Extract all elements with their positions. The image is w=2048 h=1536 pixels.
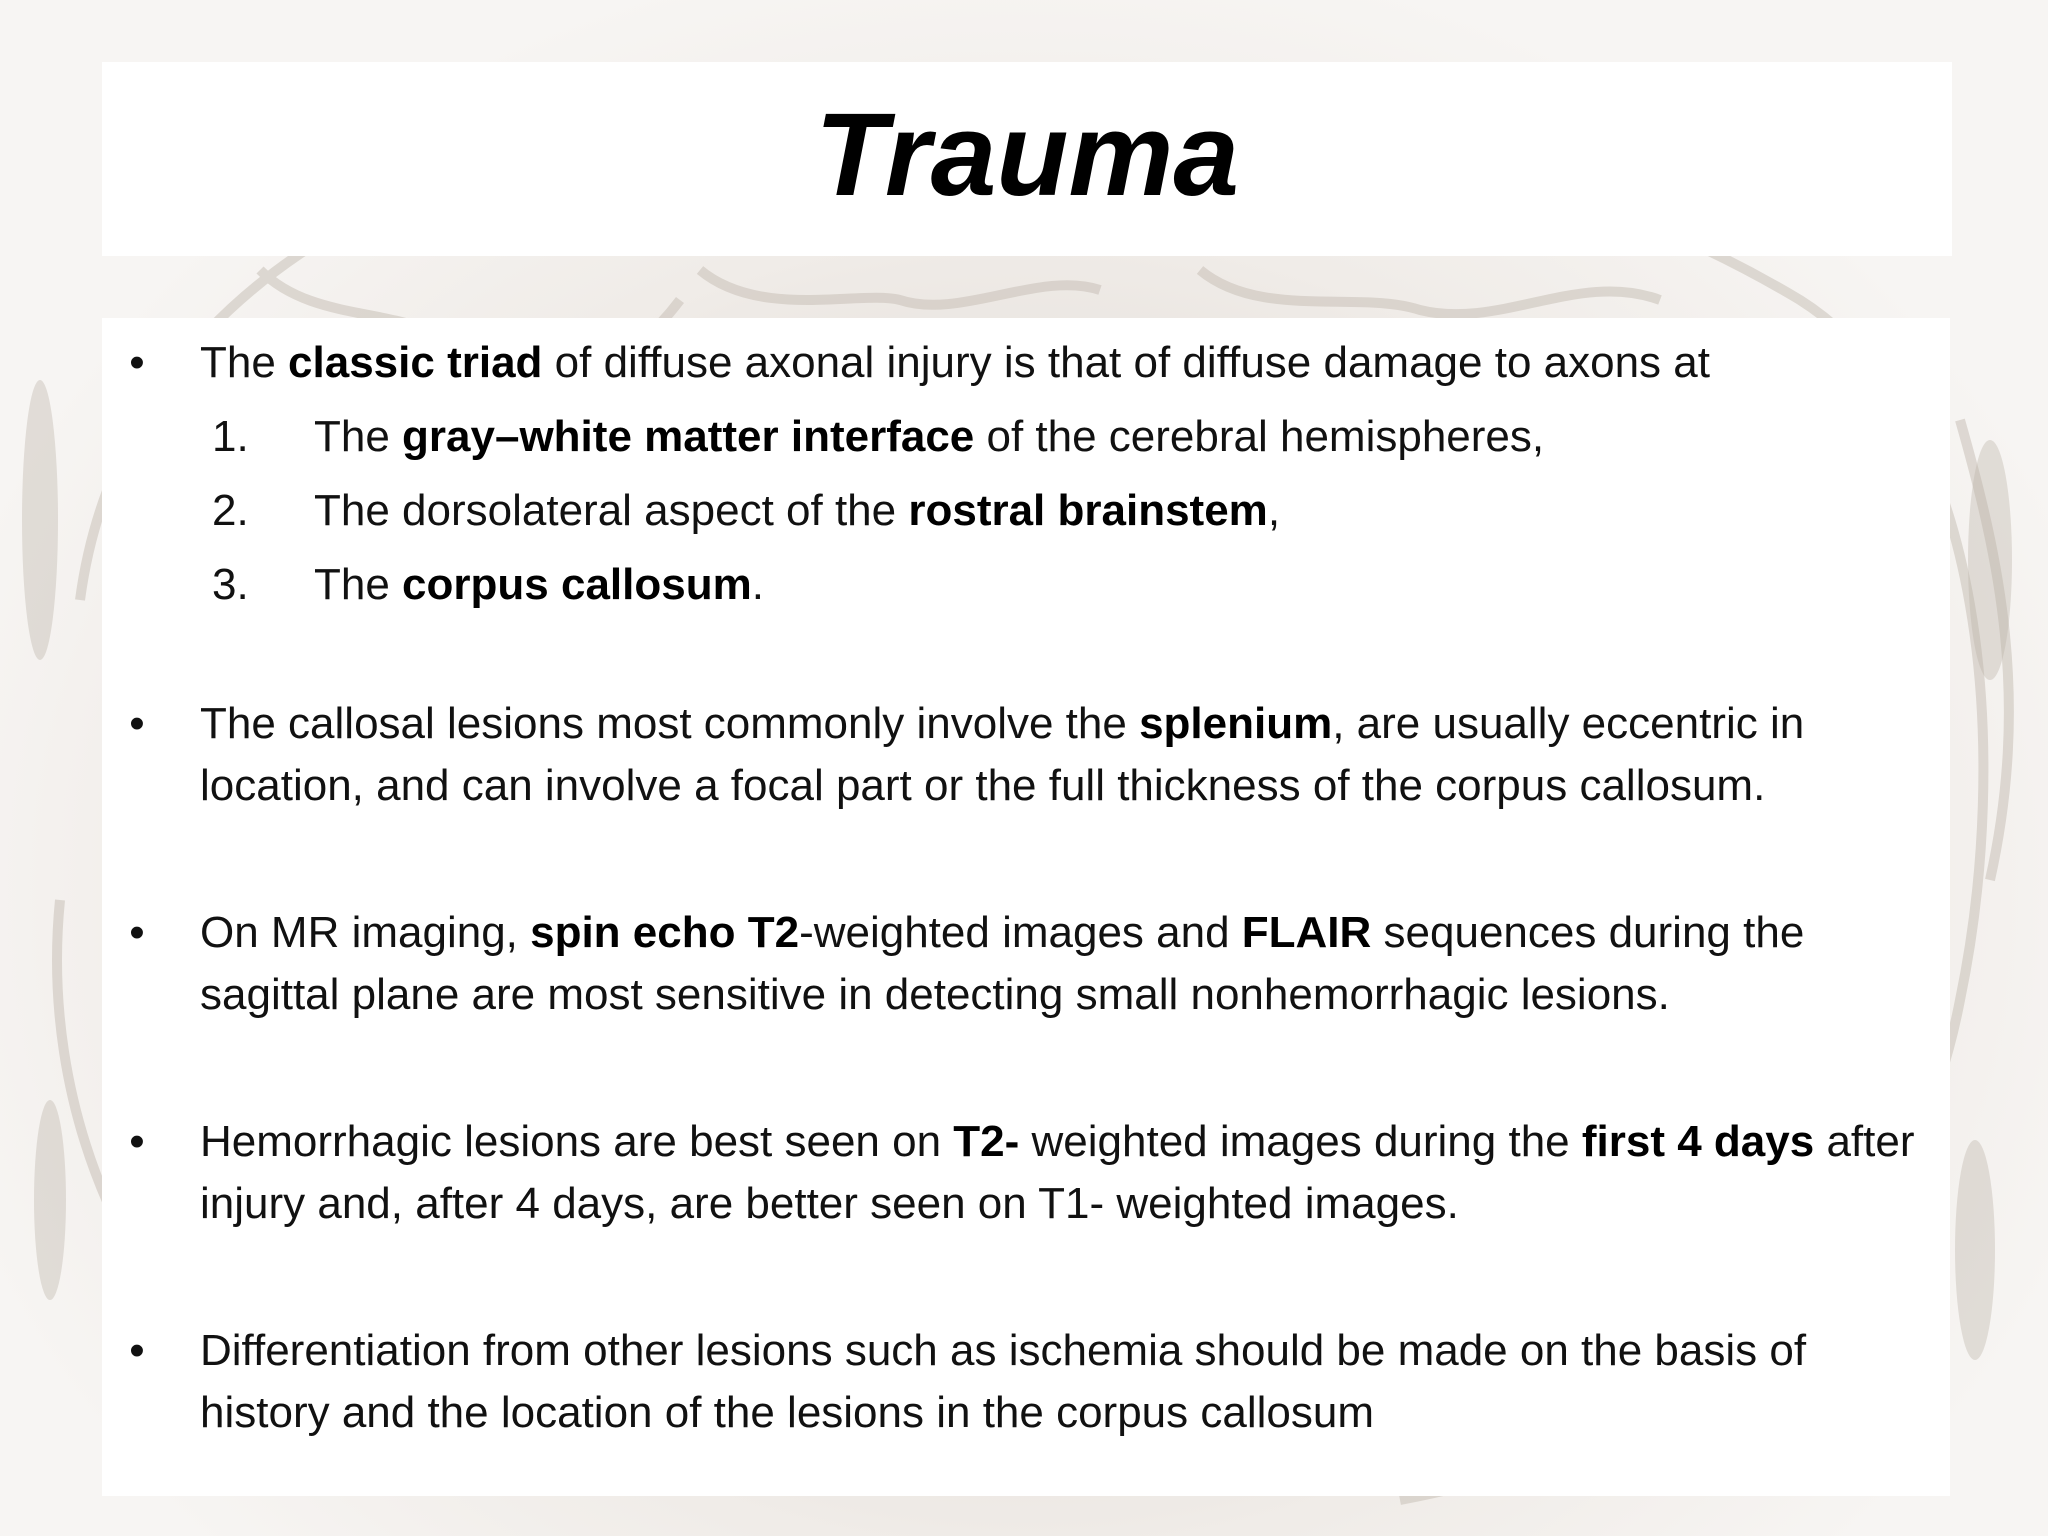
bullet-text: Hemorrhagic lesions are best seen on T2- weighted images during the first 4 days after injury and, after 4 days, are better seen on T1- weighted images. xyxy=(200,1117,1915,1228)
bullet-symbol: • xyxy=(129,338,145,387)
item-text: The corpus callosum. xyxy=(314,560,764,609)
item-text: The dorsolateral aspect of the rostral brainstem, xyxy=(314,486,1281,535)
content-box xyxy=(102,318,1950,1496)
bullet-text: On MR imaging, spin echo T2-weighted images and FLAIR sequences during the sagittal plane are most sensitive in detecting small nonhemorrhagic lesions. xyxy=(200,908,1805,1019)
item-number: 1. xyxy=(212,412,249,461)
bullet-symbol: • xyxy=(129,1326,145,1375)
slide-title: Trauma xyxy=(814,89,1240,221)
item-text: The gray–white matter interface of the cerebral hemispheres, xyxy=(314,412,1545,461)
item-number: 3. xyxy=(212,560,249,609)
bullet-symbol: • xyxy=(129,699,145,748)
title-box xyxy=(102,62,1952,256)
bullet-symbol: • xyxy=(129,1117,145,1166)
bullet-symbol: • xyxy=(129,908,145,957)
bullet-text: The callosal lesions most commonly involve the splenium, are usually eccentric in location, and can involve a focal part or the full thickness of the corpus callosum. xyxy=(200,699,1805,810)
bullet-text: Differentiation from other lesions such as ischemia should be made on the basis of history and the location of the lesions in the corpus callosum xyxy=(200,1326,1807,1437)
bullet-text: The classic triad of diffuse axonal injury is that of diffuse damage to axons at xyxy=(200,338,1710,387)
item-number: 2. xyxy=(212,486,249,535)
